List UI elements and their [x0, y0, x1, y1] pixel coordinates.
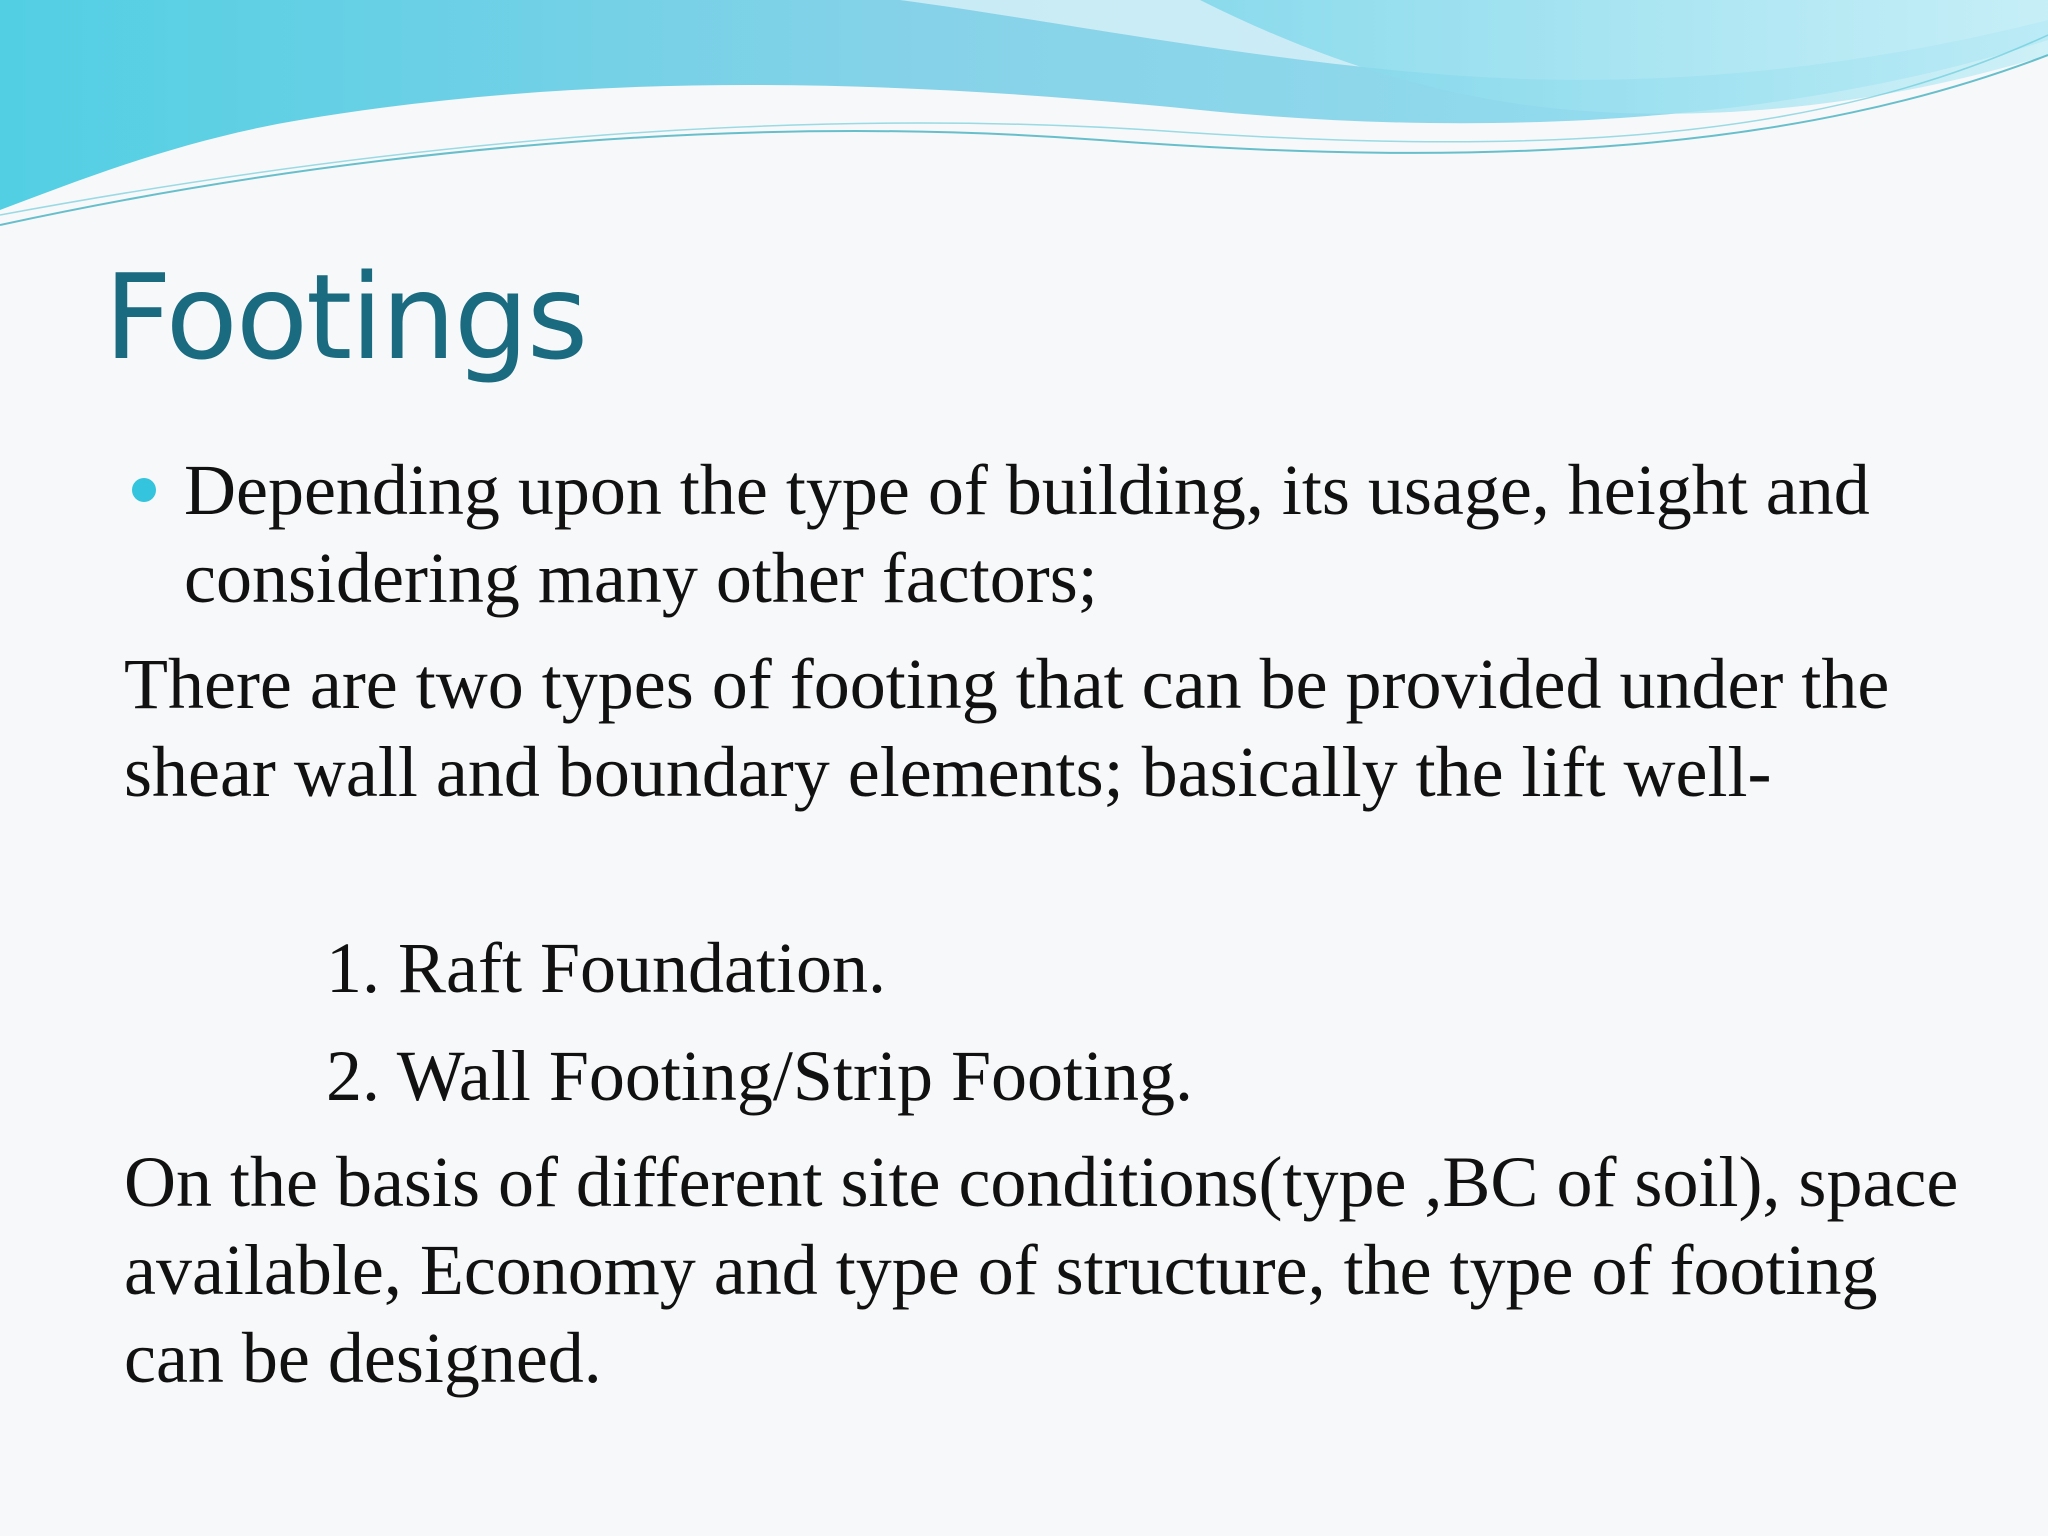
list-item: 2. Wall Footing/Strip Footing. — [326, 1036, 1193, 1116]
paragraph-site-conditions: On the basis of different site conditions(type ,BC of soil), space available, Economy and type of structure, the type of footing can be designed. — [124, 1142, 1959, 1398]
slide-title: Footings — [104, 248, 587, 386]
list-item: 1. Raft Foundation. — [326, 928, 886, 1008]
bullet-dot-icon — [132, 478, 156, 502]
bullet-text: Depending upon the type of building, its usage, height and considering many other factors; — [184, 450, 1870, 618]
paragraph-footing-types: There are two types of footing that can be provided under the shear wall and boundary elements; basically the lift well- — [124, 644, 1890, 812]
header-wave-decoration — [0, 0, 2048, 240]
